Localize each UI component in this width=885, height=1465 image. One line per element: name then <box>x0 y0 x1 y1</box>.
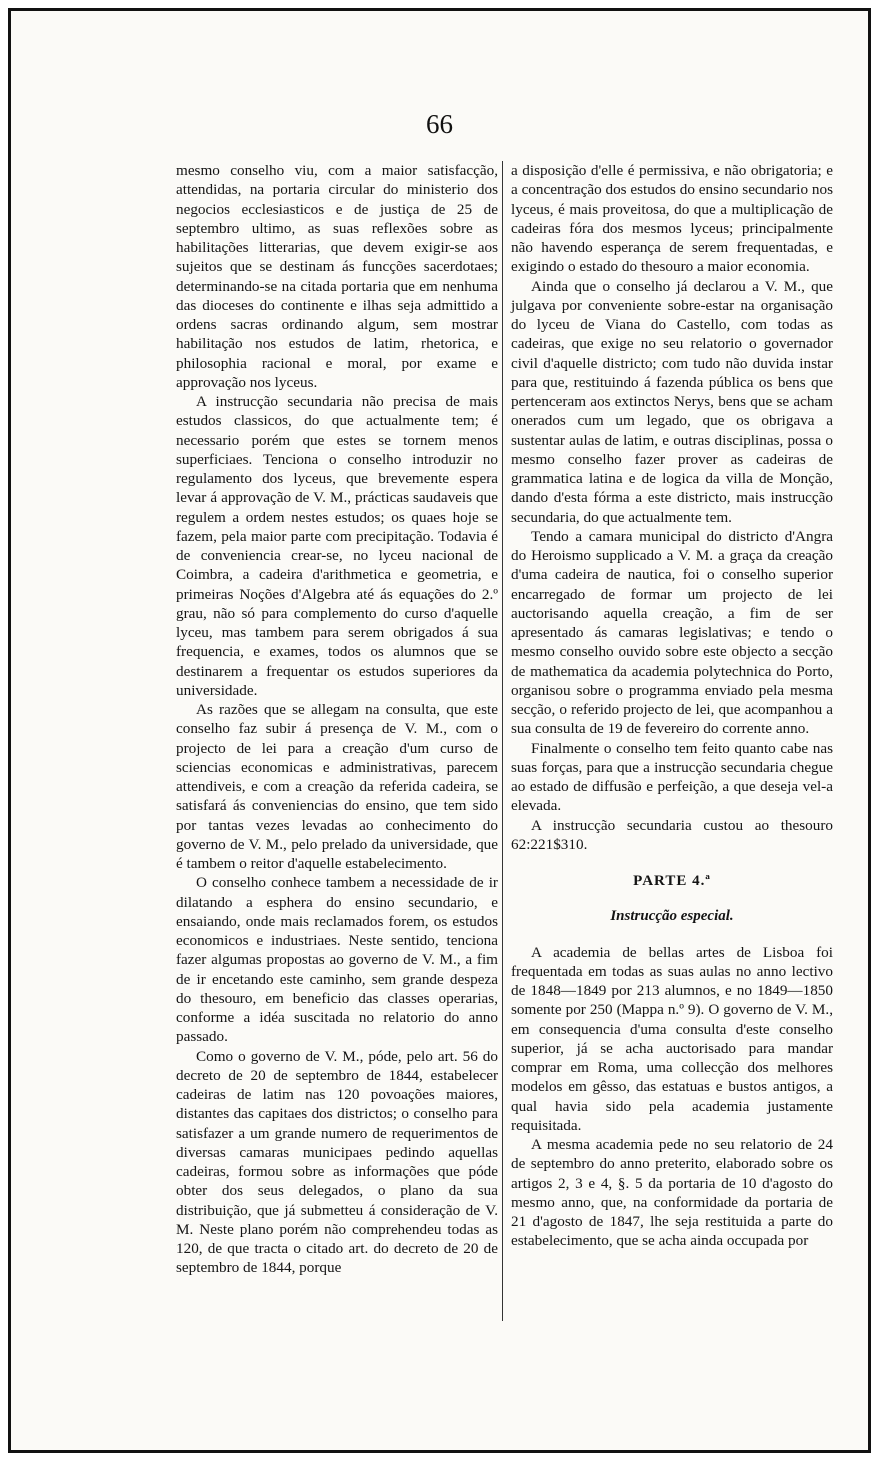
paragraph: Ainda que o conselho já declarou a V. M., que julgava por conveniente sobre-estar na organisação do lyceu de Viana do Castello, com todas as cadeiras, que exige no seu relatorio o governador civil d'aquelle districto; com tudo não duvida instar para que, restituindo á fazenda pública os bens que pertenceram aos extinctos Nerys, bens que se acham onerados cum um legado, que os obrigava a sustentar aulas de latim, e outras disciplinas, possa o mesmo conselho fazer prover as cadeiras de grammatica latina e de logica da villa de Monção, dando d'esta fórma a este districto, mais instrucção secundaria, do que actualmente tem. <box>511 277 833 526</box>
paragraph: A academia de bellas artes de Lisboa foi frequentada em todas as suas aulas no anno lectivo de 1848—1849 por 213 alumnos, e no 1849—1850 somente por 250 (Mappa n.º 9). O governo de V. M., em consequencia d'uma consulta d'este conselho superior, já se acha auctorisado para mandar comprar em Roma, uma collecção dos melhores modelos em gêsso, das estatuas e bustos antigos, a qual havia sido pela academia justamente requisitada. <box>511 943 833 1134</box>
page-number: 66 <box>426 109 453 139</box>
section-heading: Instrucção especial. <box>610 908 734 925</box>
paragraph: O conselho conhece tambem a necessidade de ir dilatando a esphera do ensino secundario, e ensaiando, onde mais reclamados forem, os estudos economicos e industriaes. Neste sentido, tenciona fazer algumas propostas ao governo de V. M., a fim de ir encetando este caminho, sem grande despeza do thesouro, em beneficio das classes operarias, conforme a idéa suscitada no relatorio do anno passado. <box>176 874 498 1046</box>
paragraph: A mesma academia pede no seu relatorio de 24 de septembro do anno preterito, elaborado sobre os artigos 2, 3 e 4, §. 5 da portaria de 10 d'agosto do mesmo anno, que, na conformidade da portaria de 21 d'agosto de 1847, lhe seja restituida a parte do estabelecimento, que se acha ainda occupada por <box>511 1136 833 1250</box>
right-column <box>511 161 833 1251</box>
paragraph: Como o governo de V. M., póde, pelo art. 56 do decreto de 20 de septembro de 1844, estabelecer cadeiras de latim nas 120 povoações maiores, distantes das capitaes dos districtos; o conselho para satisfazer a um grande numero de requerimentos de diversas camaras municipaes pedindo aquellas cadeiras, formou sobre as informações que póde obter dos seus delegados, o plano da sua distribuição, que já submetteu á consideração de V. M. Neste plano porém não comprehendeu todas as 120, de que tracta o citado art. do decreto de 20 de septembro de 1844, porque <box>176 1047 498 1277</box>
column-divider <box>502 161 503 1321</box>
paragraph: mesmo conselho viu, com a maior satisfacção, attendidas, na portaria circular do ministerio dos negocios ecclesiasticos e de justiça de 25 de septembro ultimo, as suas reflexões sobre as habilitações litterarias, que devem exigir-se aos sujeitos que se destinam ás funcções sacerdotaes; determinando-se na citada portaria que em nenhuma das dioceses do continente e ilhas seja admittido a ordens sacras ordinando algum, sem mostrar habilitação nos estudos de latim, rhetorica, e philosophia racional e moral, por exame e approvação nos lyceus. <box>176 162 498 391</box>
paragraph: a disposição d'elle é permissiva, e não obrigatoria; e a concentração dos estudos do ensino secundario nos lyceus, é mais proveitosa, do que a multiplicação de cadeiras fóra dos mesmos lyceus; principalmente não havendo esperança de serem frequentadas, e exigindo o estado do thesouro a maior economia. <box>511 162 833 276</box>
paragraph: A instrucção secundaria custou ao thesouro 62:221$310. <box>511 816 833 853</box>
left-column <box>176 161 498 1278</box>
paragraph: As razões que se allegam na consulta, que este conselho faz subir á presença de V. M., com o projecto de lei para a creação d'um curso de sciencias economicas e administrativas, parecem attendiveis, e com a creação da referida cadeira, se satisfará ás conveniencias do ensino, que tem sido por tantas vezes levadas ao conhecimento do governo de V. M., pelo prelado da universidade, que é tambem o reitor d'aquelle estabelecimento. <box>176 701 498 872</box>
part-heading: PARTE 4.ª <box>633 873 711 889</box>
paragraph: Finalmente o conselho tem feito quanto cabe nas suas forças, para que a instrucção secundaria chegue ao estado de diffusão e perfeição, a que deseja vel-a elevada. <box>511 739 833 815</box>
paragraph: Tendo a camara municipal do districto d'Angra do Heroismo supplicado a V. M. a graça da creação d'uma cadeira de nautica, foi o conselho superior encarregado de formar um projecto de lei auctorisando aquella creação, a fim de ser apresentado ás camaras legislativas; e tendo o mesmo conselho ouvido sobre este objecto a secção de mathematica da academia polytechnica do Porto, organisou sobre o programma enviado pela mesma secção, o referido projecto de lei, que acompanhou a sua consulta de 19 de fevereiro do corrente anno. <box>511 527 833 738</box>
paragraph: A instrucção secundaria não precisa de mais estudos classicos, do que actualmente tem; é necessario porém que estes se tornem menos superficiaes. Tenciona o conselho introduzir no regulamento dos lyceus, que brevemente espera levar á approvação de V. M., prácticas saudaveis que regulem a ordem nestes estudos; os quaes hoje se fazem, pela maior parte com precipitação. Todavia é de conveniencia crear-se, no lyceu nacional de Coimbra, a cadeira d'arithmetica e geometria, e primeiras Noções d'Algebra até ás equações do 2.º grau, não só para complemento do curso d'aquelle lyceu, mas tambem para serem obrigados á sua frequencia, e exames, todos os alumnos que se destinarem a frequentar os estudos superiores da universidade. <box>176 393 498 699</box>
page-frame <box>8 8 871 1453</box>
